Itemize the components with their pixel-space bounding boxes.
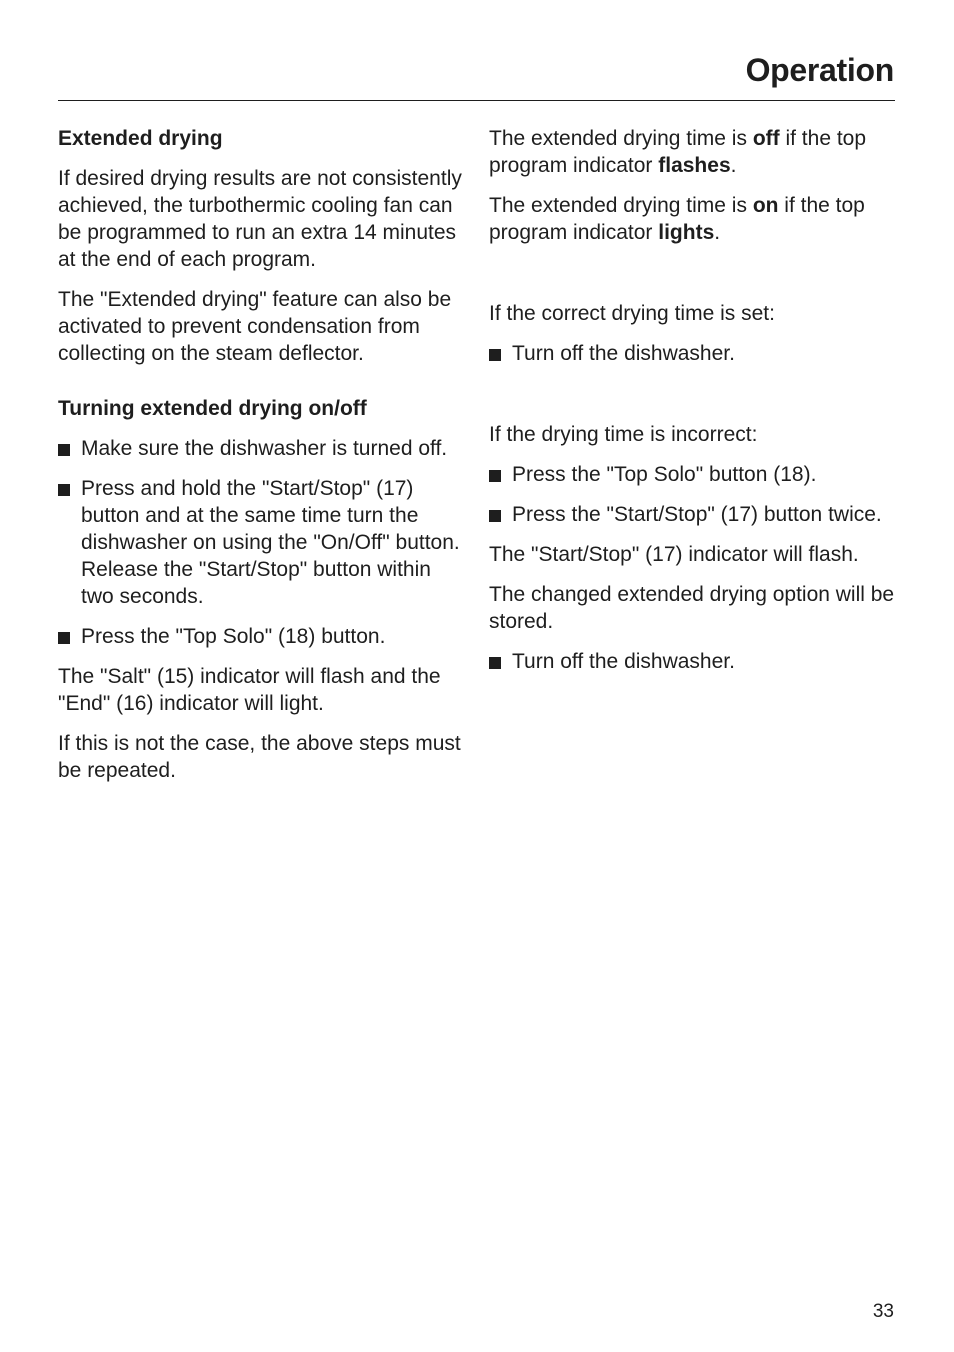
list-item: [58, 623, 468, 650]
paragraph: If this is not the case, the above steps must be repeated.: [58, 732, 461, 782]
list-item-text: Turn off the dishwasher.: [512, 342, 735, 365]
list-item-text: Press the "Start/Stop" (17) button twice.: [512, 503, 882, 526]
bullet-square-icon: [489, 470, 501, 482]
paragraph: The "Start/Stop" (17) indicator will flash.: [489, 543, 859, 566]
list-item: [58, 435, 468, 462]
bullet-square-icon: [58, 444, 70, 456]
list-item-text: Make sure the dishwasher is turned off.: [81, 437, 448, 460]
list-item: [58, 475, 468, 610]
paragraph: If desired drying results are not consistently achieved, the turbothermic cooling fan can be programmed to run an extra 14 minutes at the end of each program.: [58, 167, 462, 271]
list-item-text: Press and hold the "Start/Stop" (17) button and at the same time turn the dishwasher on using the "On/Off" button.: [81, 477, 460, 554]
bullet-square-icon: [58, 484, 70, 496]
list-item: [489, 648, 899, 675]
list-item-text: Turn off the dishwasher.: [512, 650, 735, 673]
bullet-square-icon: [489, 510, 501, 522]
paragraph: The "Salt" (15) indicator will flash and the "End" (16) indicator will light.: [58, 665, 441, 715]
bold-off: off: [752, 127, 780, 150]
list-item: [489, 461, 899, 488]
list-item-text: Press the "Top Solo" button (18).: [512, 463, 817, 486]
page-number: 33: [872, 1301, 894, 1322]
paragraph-on-state: The extended drying time is on if the top program indicator lights.: [489, 194, 865, 244]
bullet-square-icon: [58, 632, 70, 644]
paragraph: The "Extended drying" feature can also be activated to prevent condensation from collecting on the steam deflector.: [58, 288, 452, 365]
paragraph: If the correct drying time is set:: [489, 302, 775, 325]
bullet-square-icon: [489, 349, 501, 361]
header-rule: [58, 100, 895, 101]
right-column: [489, 125, 899, 688]
list-item: [489, 501, 899, 528]
paragraph: If the drying time is incorrect:: [489, 423, 758, 446]
bold-lights: lights: [658, 221, 715, 244]
list-item-text: Release the "Start/Stop" button within two seconds.: [81, 558, 431, 608]
bold-on: on: [752, 194, 779, 217]
left-column: [58, 125, 468, 797]
bullet-square-icon: [489, 657, 501, 669]
bold-flashes: flashes: [658, 154, 731, 177]
section-heading-extended-drying: Extended drying: [58, 127, 223, 150]
list-item-text: Press the "Top Solo" (18) button.: [81, 625, 386, 648]
section-heading-turning-on-off: Turning extended drying on/off: [58, 397, 367, 420]
paragraph-off-state: The extended drying time is off if the top program indicator flashes.: [489, 127, 867, 177]
page-title: Operation: [745, 52, 894, 88]
paragraph: The changed extended drying option will be stored.: [489, 583, 895, 633]
list-item: [489, 340, 899, 367]
